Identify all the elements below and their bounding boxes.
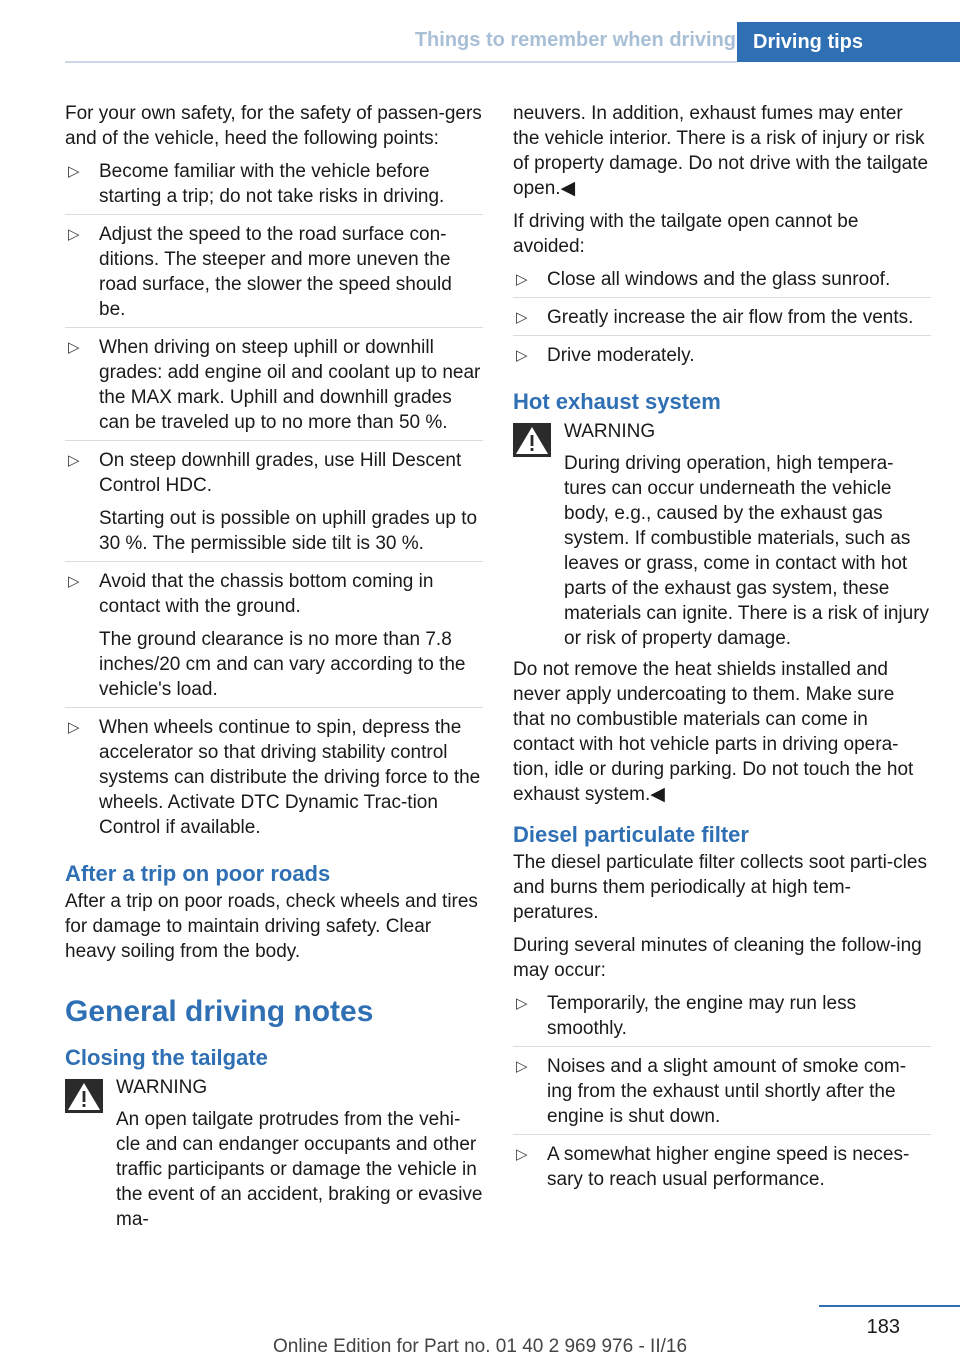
tailgate-warning — [65, 1075, 483, 1232]
warning-triangle-icon — [65, 1079, 103, 1113]
list-item — [65, 335, 483, 441]
list-item-text: Close all windows and the glass sunroof. — [547, 269, 891, 290]
warning-text: During driving operation, high tempera-tures can occur underneath the vehicle body, e.g., caused by the exhaust gas system. If combustible materials, such as leaves or grass, come in contact with hot parts of the exhaust gas system, these materials can ignite. There is a risk of injury or risk of property damage. — [564, 453, 930, 649]
general-driving-heading: General driving notes — [65, 995, 374, 1028]
list-item-subtext: The ground clearance is no more than 7.8 inches/20 cm and can vary according to the vehicle's load. — [99, 629, 466, 700]
list-item-text: Become familiar with the vehicle before starting a trip; do not take risks in driving. — [99, 161, 445, 207]
list-item — [65, 448, 483, 562]
triangle-bullet-icon: ▷ — [516, 309, 528, 326]
warning-text: An open tailgate protrudes from the vehi-cle and can endanger occupants and other traffic participants or damage the vehicle in the event of an accident, braking or evasive ma- — [116, 1109, 483, 1230]
list-item — [513, 305, 931, 336]
diesel-filter-heading: Diesel particulate filter — [513, 822, 749, 847]
list-item-text: On steep downhill grades, use Hill Descent Control HDC. — [99, 450, 462, 496]
exhaust-warning-text-2: Do not remove the heat shields installed and never apply undercoating to them. Make sure that no combustible materials can come in contact with hot vehicle parts in driving opera-tion, idle or during parking. Do not touch the hot exhaust system.◀ — [513, 659, 914, 805]
triangle-bullet-icon: ▷ — [516, 995, 528, 1012]
tailgate-open-intro: If driving with the tailgate open cannot be avoided: — [513, 211, 859, 257]
list-item-text: Temporarily, the engine may run less smoothly. — [547, 993, 857, 1039]
list-item-subtext: Starting out is possible on uphill grades up to 30 %. The permissible side tilt is 30 %. — [99, 508, 478, 554]
list-item — [513, 343, 931, 374]
intro-paragraph: For your own safety, for the safety of passen-gers and of the vehicle, heed the following points: — [65, 103, 482, 149]
tailgate-continued-text: neuvers. In addition, exhaust fumes may enter the vehicle interior. There is a risk of injury or risk of property damage. Do not drive with the tailgate open.◀ — [513, 103, 929, 199]
list-item — [65, 159, 483, 215]
header-chapter-tab: Driving tips — [737, 22, 960, 62]
list-item-text: Adjust the speed to the road surface con-ditions. The steeper and more uneven the road surface, the slower the speed should be. — [99, 224, 452, 320]
list-item — [513, 1054, 931, 1135]
header-rule — [65, 61, 737, 63]
diesel-text-1: The diesel particulate filter collects soot parti-cles and burns them periodically at high tem-peratures. — [513, 852, 927, 923]
triangle-bullet-icon: ▷ — [516, 1146, 528, 1163]
list-item-text: When wheels continue to spin, depress the accelerator so that driving stability control systems can distribute the driving force to the wheels. Activate DTC Dynamic Trac-tion Control if available. — [99, 717, 481, 838]
list-item — [65, 715, 483, 846]
footer-rule — [819, 1305, 960, 1307]
warning-label: WARNING — [564, 421, 656, 442]
diesel-list — [513, 991, 931, 1198]
header-section-title: Things to remember when driving — [414, 29, 736, 51]
edition-footer: Online Edition for Part no. 01 40 2 969 976 - II/16 — [272, 1336, 688, 1357]
list-item-text: Noises and a slight amount of smoke com-ing from the exhaust until shortly after the engine is shut down. — [547, 1056, 907, 1127]
list-item-text: Drive moderately. — [547, 345, 695, 366]
triangle-bullet-icon: ▷ — [516, 271, 528, 288]
triangle-bullet-icon: ▷ — [68, 719, 80, 736]
triangle-bullet-icon: ▷ — [68, 163, 80, 180]
list-item-text: Greatly increase the air flow from the vents. — [547, 307, 914, 328]
warning-triangle-icon — [513, 423, 551, 457]
safety-list — [65, 159, 483, 846]
triangle-bullet-icon: ▷ — [68, 226, 80, 243]
list-item — [65, 222, 483, 328]
list-item-text: When driving on steep uphill or downhill grades: add engine oil and coolant up to near the MAX mark. Uphill and downhill grades can be traveled up to no more than 50 %. — [99, 337, 481, 433]
warning-label: WARNING — [116, 1077, 208, 1098]
triangle-bullet-icon: ▷ — [68, 452, 80, 469]
triangle-bullet-icon: ▷ — [68, 339, 80, 356]
triangle-bullet-icon: ▷ — [516, 1058, 528, 1075]
diesel-text-2: During several minutes of cleaning the follow-ing may occur: — [513, 935, 922, 981]
poor-roads-heading: After a trip on poor roads — [65, 861, 331, 886]
triangle-bullet-icon: ▷ — [68, 573, 80, 590]
tailgate-list — [513, 267, 931, 374]
list-item — [513, 1142, 931, 1198]
triangle-bullet-icon: ▷ — [516, 347, 528, 364]
exhaust-warning — [513, 419, 931, 651]
list-item — [65, 569, 483, 708]
tailgate-heading: Closing the tailgate — [65, 1045, 268, 1070]
list-item — [513, 267, 931, 298]
list-item-text: A somewhat higher engine speed is neces-sary to reach usual performance. — [547, 1144, 910, 1190]
page-number: 183 — [866, 1316, 900, 1338]
right-column — [513, 101, 931, 1206]
left-column — [65, 101, 483, 1238]
poor-roads-text: After a trip on poor roads, check wheels and tires for damage to maintain driving safety. Clear heavy soiling from the body. — [65, 891, 478, 962]
list-item — [513, 991, 931, 1047]
list-item-text: Avoid that the chassis bottom coming in contact with the ground. — [99, 571, 434, 617]
hot-exhaust-heading: Hot exhaust system — [513, 389, 721, 414]
